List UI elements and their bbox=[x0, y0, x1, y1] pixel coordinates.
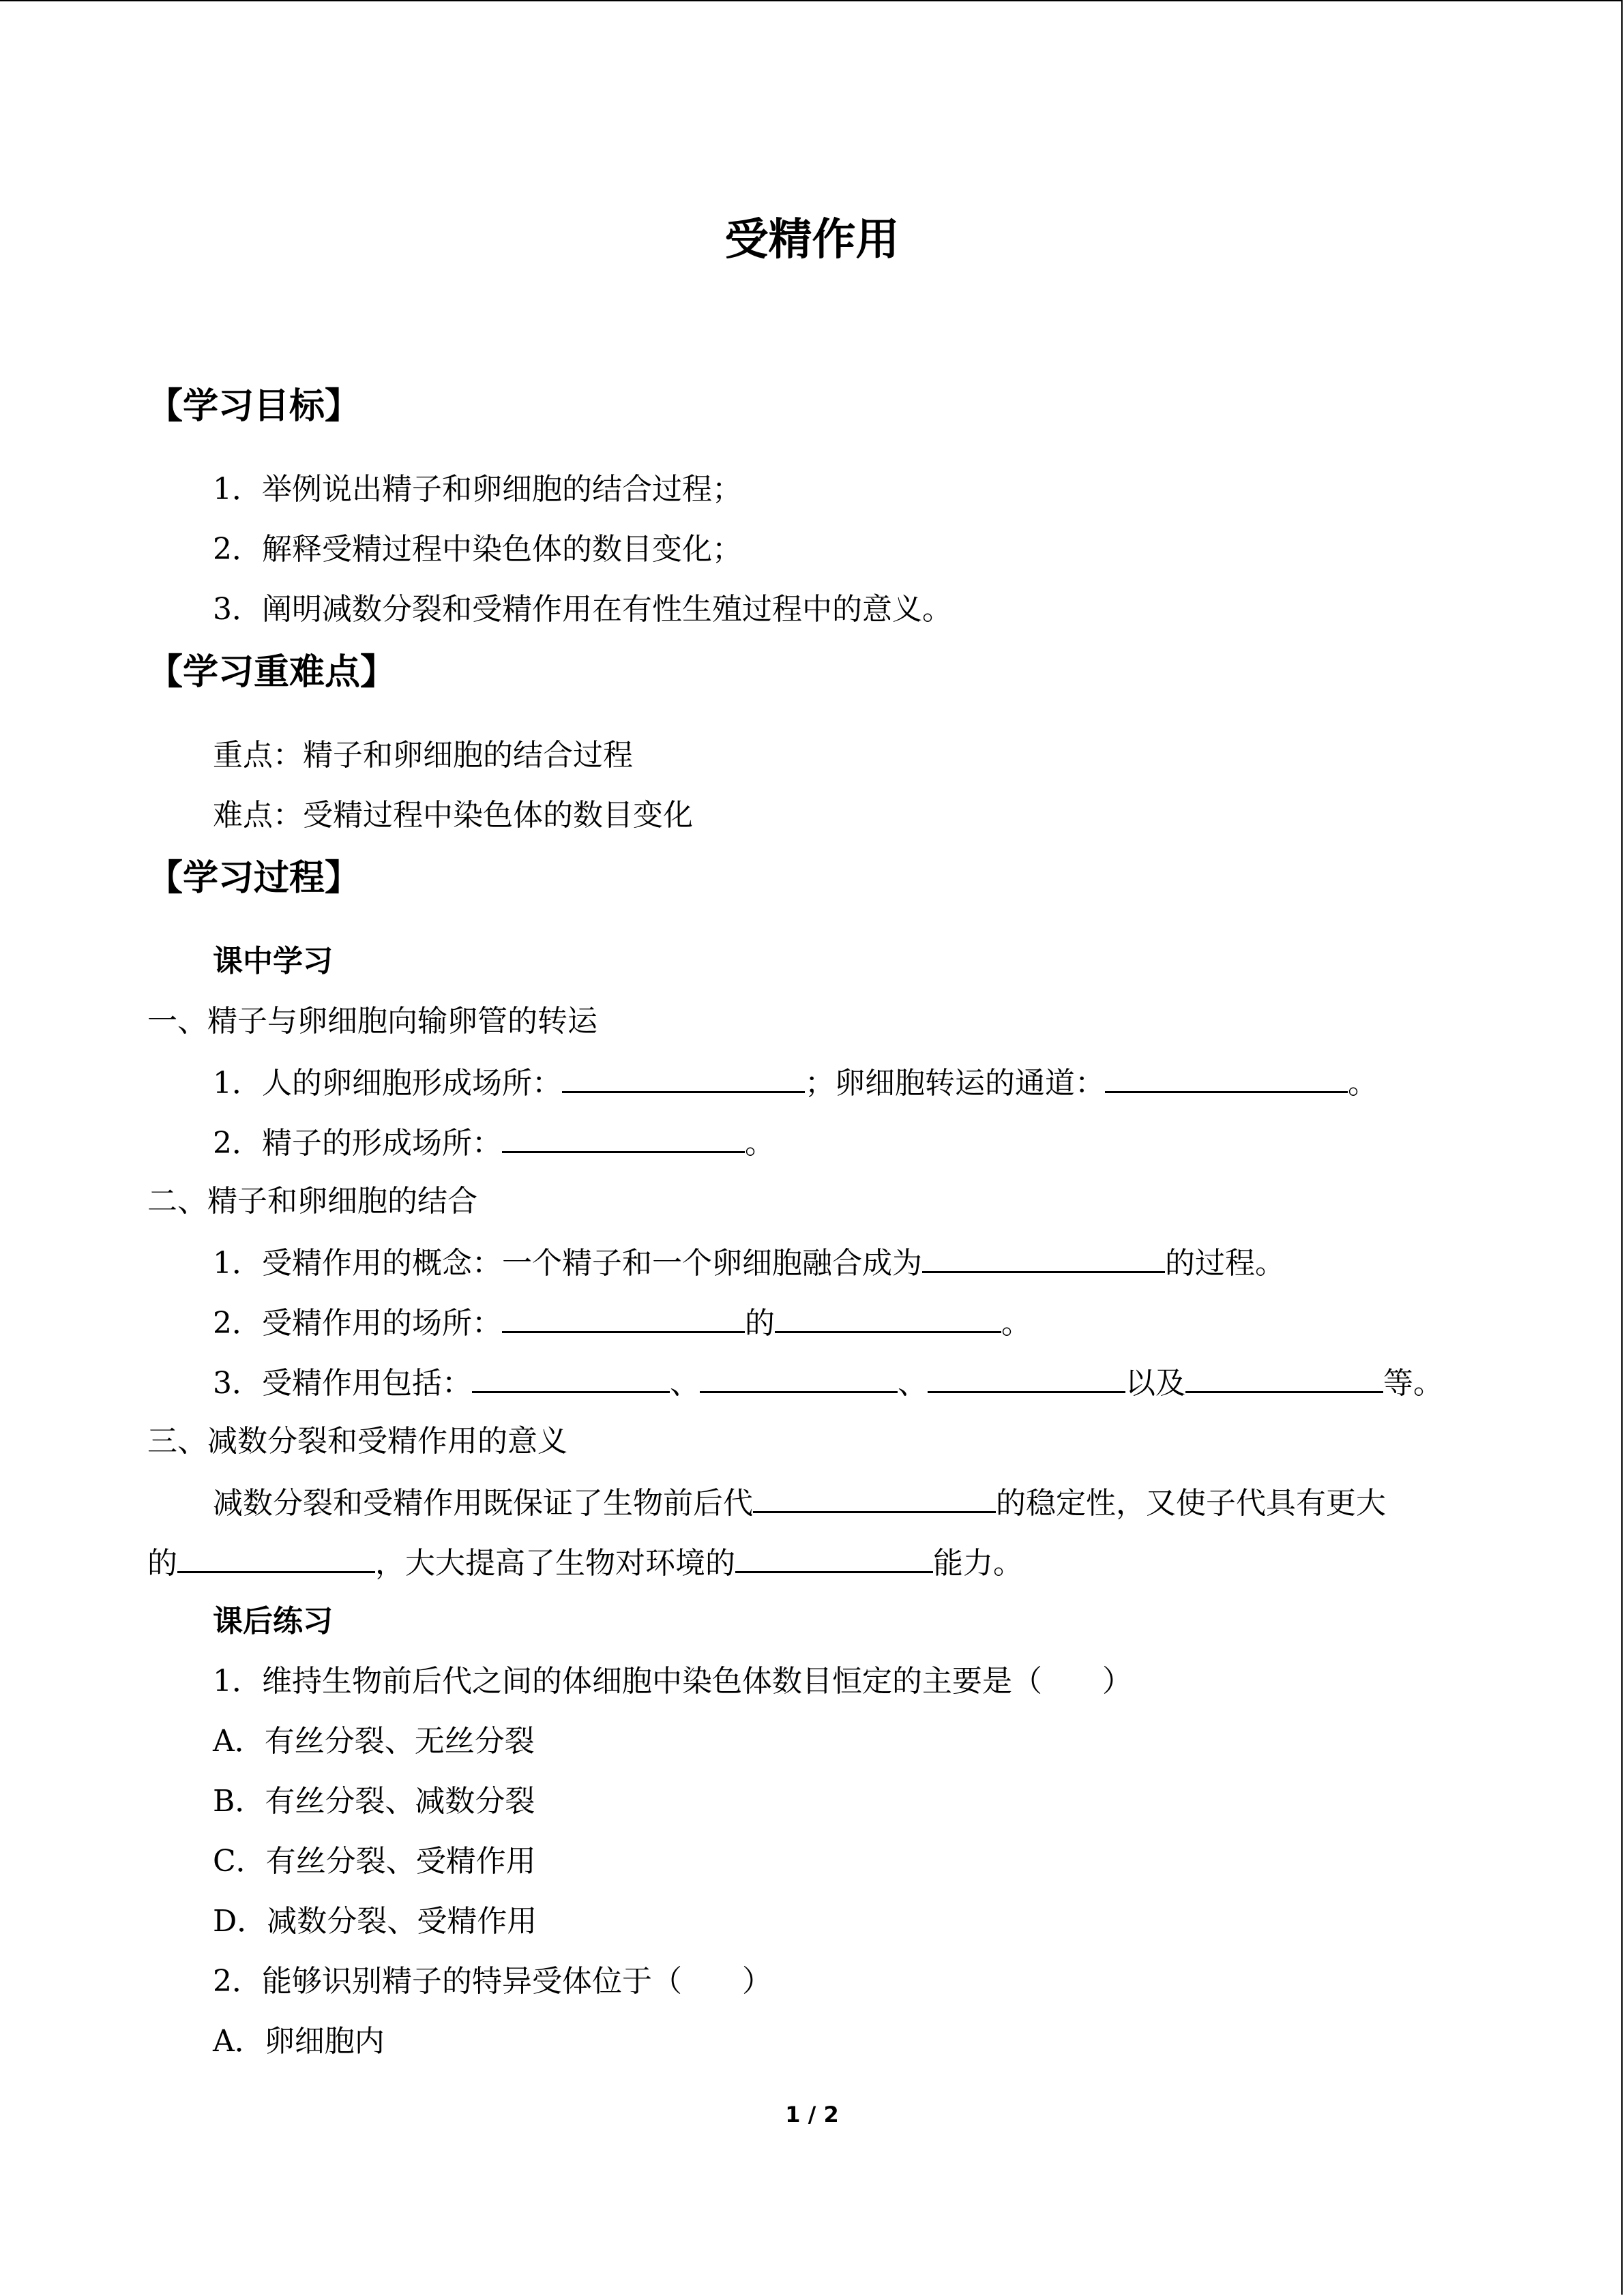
part1-q1-text-a: 1．人的卵细胞形成场所： bbox=[213, 1066, 562, 1101]
page-number: 1 / 2 bbox=[785, 2102, 839, 2128]
answer-blank[interactable] bbox=[177, 1541, 375, 1573]
part2-question-3 bbox=[213, 1361, 1443, 1404]
objective-item-1: 1．举例说出精子和卵细胞的结合过程； bbox=[213, 472, 742, 507]
answer-blank[interactable] bbox=[562, 1061, 805, 1093]
answer-blank[interactable] bbox=[700, 1361, 898, 1393]
objective-item-2: 2．解释受精过程中染色体的数目变化； bbox=[213, 532, 742, 567]
part1-q1-text-b: ；卵细胞转运的通道： bbox=[805, 1066, 1105, 1101]
answer-blank[interactable] bbox=[922, 1241, 1165, 1273]
part2-q1-text-a: 1．受精作用的概念：一个精子和一个卵细胞融合成为 bbox=[213, 1246, 922, 1281]
part3-paragraph-line-1 bbox=[213, 1481, 1386, 1524]
q2-option-a[interactable]: A．卵细胞内 bbox=[213, 2024, 385, 2059]
in-class-label: 课中学习 bbox=[213, 944, 333, 979]
answer-blank[interactable] bbox=[1105, 1061, 1348, 1093]
part1-question-1 bbox=[213, 1061, 1378, 1104]
key-points-heading: 【学习重难点】 bbox=[147, 652, 396, 693]
answer-blank[interactable] bbox=[1185, 1361, 1383, 1393]
part2-q3-sep-1: 、 bbox=[670, 1366, 700, 1401]
objectives-heading: 【学习目标】 bbox=[147, 386, 361, 427]
part1-q2-end: 。 bbox=[745, 1126, 775, 1161]
part2-question-2 bbox=[213, 1301, 1031, 1344]
practice-question-2: 2．能够识别精子的特异受体位于（ ） bbox=[213, 1964, 772, 1999]
part2-question-1 bbox=[213, 1241, 1285, 1284]
part2-q2-end: 。 bbox=[1001, 1306, 1031, 1341]
q1-option-c[interactable]: C．有丝分裂、受精作用 bbox=[213, 1844, 536, 1879]
process-heading: 【学习过程】 bbox=[147, 858, 361, 899]
practice-question-1: 1．维持生物前后代之间的体细胞中染色体数目恒定的主要是（ ） bbox=[213, 1664, 1132, 1699]
answer-blank[interactable] bbox=[753, 1481, 996, 1513]
q1-option-b[interactable]: B．有丝分裂、减数分裂 bbox=[213, 1784, 535, 1819]
answer-blank[interactable] bbox=[775, 1301, 1001, 1333]
part2-q2-text-a: 2．受精作用的场所： bbox=[213, 1306, 502, 1341]
part3-title: 三、减数分裂和受精作用的意义 bbox=[147, 1424, 567, 1459]
part3-text-a: 减数分裂和受精作用既保证了生物前后代 bbox=[213, 1486, 753, 1521]
practice-label: 课后练习 bbox=[213, 1604, 333, 1639]
part1-q2-text-a: 2．精子的形成场所： bbox=[213, 1126, 502, 1161]
answer-blank[interactable] bbox=[928, 1361, 1125, 1393]
q1-option-a[interactable]: A．有丝分裂、无丝分裂 bbox=[213, 1724, 535, 1759]
part1-q1-end: 。 bbox=[1348, 1066, 1378, 1101]
part2-q3-sep-2: 、 bbox=[898, 1366, 928, 1401]
part3-text-end: 能力。 bbox=[933, 1546, 1023, 1581]
answer-blank[interactable] bbox=[735, 1541, 933, 1573]
part3-text-b: 的稳定性，又使子代具有更大 bbox=[996, 1486, 1386, 1521]
difficulty-text: 难点：受精过程中染色体的数目变化 bbox=[213, 798, 693, 833]
part3-paragraph-line-2 bbox=[147, 1541, 1023, 1584]
part2-q2-text-b: 的 bbox=[745, 1306, 775, 1341]
objective-item-3: 3．阐明减数分裂和受精作用在有性生殖过程中的意义。 bbox=[213, 592, 952, 627]
answer-blank[interactable] bbox=[502, 1121, 745, 1153]
part2-q3-text-a: 3．受精作用包括： bbox=[213, 1366, 472, 1401]
part3-text-d: ，大大提高了生物对环境的 bbox=[375, 1546, 735, 1581]
answer-blank[interactable] bbox=[502, 1301, 745, 1333]
q1-option-d[interactable]: D．减数分裂、受精作用 bbox=[213, 1904, 537, 1939]
part2-q3-text-c: 以及 bbox=[1125, 1366, 1185, 1401]
part1-question-2 bbox=[213, 1121, 775, 1164]
part3-text-c: 的 bbox=[147, 1546, 177, 1581]
part1-title: 一、精子与卵细胞向输卵管的转运 bbox=[147, 1004, 597, 1039]
part2-q3-end: 等。 bbox=[1383, 1366, 1443, 1401]
part2-q1-end: 的过程。 bbox=[1165, 1246, 1285, 1281]
document-title: 受精作用 bbox=[724, 215, 900, 265]
part2-title: 二、精子和卵细胞的结合 bbox=[147, 1184, 477, 1219]
focus-text: 重点：精子和卵细胞的结合过程 bbox=[213, 738, 633, 773]
answer-blank[interactable] bbox=[472, 1361, 670, 1393]
